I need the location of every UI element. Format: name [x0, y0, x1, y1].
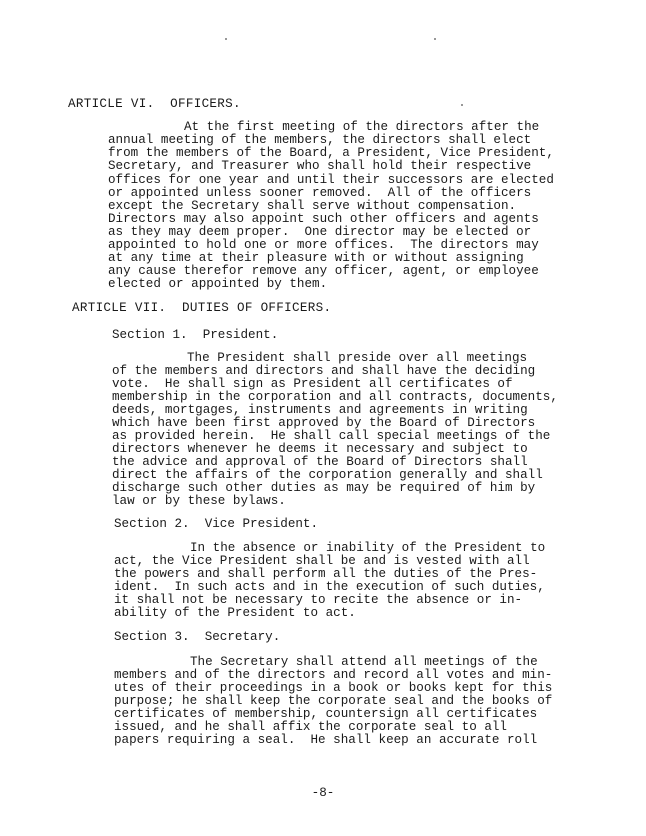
- paragraph-line: as provided herein. He shall call special meetings of the: [112, 429, 551, 443]
- paragraph-line: as they may deem proper. One director may be elected or: [108, 225, 532, 239]
- paragraph-line: certificates of membership, countersign all certificates: [114, 707, 538, 721]
- paragraph-line: or appointed unless sooner removed. All of the officers: [108, 186, 532, 200]
- article-6-heading: ARTICLE VI. OFFICERS.: [68, 97, 241, 111]
- paragraph-line: the powers and shall perform all the duties of the Pres-: [114, 567, 538, 581]
- paragraph-line: any cause therefor remove any officer, agent, or employee: [108, 264, 539, 278]
- paragraph-line: appointed to hold one or more offices. The directors may: [108, 238, 539, 252]
- article-7-heading: ARTICLE VII. DUTIES OF OFFICERS.: [72, 301, 332, 315]
- paragraph-line: it shall not be necessary to recite the absence or in-: [114, 593, 523, 607]
- paragraph-line: papers requiring a seal. He shall keep an accurate roll: [114, 733, 538, 747]
- paragraph-line: at any time at their pleasure with or without assigning: [108, 251, 524, 265]
- paragraph-line: vote. He shall sign as President all certificates of: [112, 377, 513, 391]
- paragraph-line: In the absence or inability of the President to: [190, 541, 546, 555]
- paragraph-line: The President shall preside over all meetings: [187, 351, 528, 365]
- paragraph-line: deeds, mortgages, instruments and agreements in writing: [112, 403, 528, 417]
- paragraph-line: direct the affairs of the corporation generally and shall: [112, 468, 543, 482]
- paragraph-line: the advice and approval of the Board of Directors shall: [112, 455, 528, 469]
- paragraph-line: annual meeting of the members, the directors shall elect: [108, 133, 532, 147]
- section-2-heading: Section 2. Vice President.: [114, 517, 319, 531]
- scan-speck: [225, 38, 227, 40]
- paragraph-line: utes of their proceedings in a book or books kept for this: [114, 681, 553, 695]
- paragraph-line: purpose; he shall keep the corporate seal and the books of: [114, 694, 553, 708]
- paragraph-line: The Secretary shall attend all meetings of the: [190, 655, 538, 669]
- paragraph-line: elected or appointed by them.: [108, 277, 328, 291]
- paragraph-line: Secretary, and Treasurer who shall hold their respective: [108, 159, 532, 173]
- paragraph-line: discharge such other duties as may be required of him by: [112, 481, 536, 495]
- paragraph-line: law or by these bylaws.: [112, 494, 286, 508]
- section-1-heading: Section 1. President.: [112, 328, 279, 342]
- paragraph-line: of the members and directors and shall have the deciding: [112, 364, 536, 378]
- paragraph-line: ident. In such acts and in the execution of such duties,: [114, 580, 545, 594]
- paragraph-line: directors whenever he deems it necessary and subject to: [112, 442, 528, 456]
- paragraph-line: At the first meeting of the directors after the: [184, 120, 540, 134]
- paragraph-line: which have been first approved by the Board of Directors: [112, 416, 536, 430]
- paragraph-line: offices for one year and until their successors are elected: [108, 173, 554, 187]
- section-3-heading: Section 3. Secretary.: [114, 630, 281, 644]
- paragraph-line: except the Secretary shall serve without compensation.: [108, 199, 517, 213]
- scan-speck: [434, 38, 436, 40]
- paragraph-line: members and of the directors and record all votes and min-: [114, 668, 553, 682]
- paragraph-line: from the members of the Board, a President, Vice President,: [108, 146, 554, 160]
- paragraph-line: act, the Vice President shall be and is vested with all: [114, 554, 530, 568]
- scan-speck: [461, 104, 463, 106]
- paragraph-line: ability of the President to act.: [114, 606, 356, 620]
- paragraph-line: membership in the corporation and all contracts, documents,: [112, 390, 558, 404]
- paragraph-line: issued, and he shall affix the corporate seal to all: [114, 720, 507, 734]
- paragraph-line: Directors may also appoint such other officers and agents: [108, 212, 539, 226]
- page-number: -8-: [311, 786, 335, 800]
